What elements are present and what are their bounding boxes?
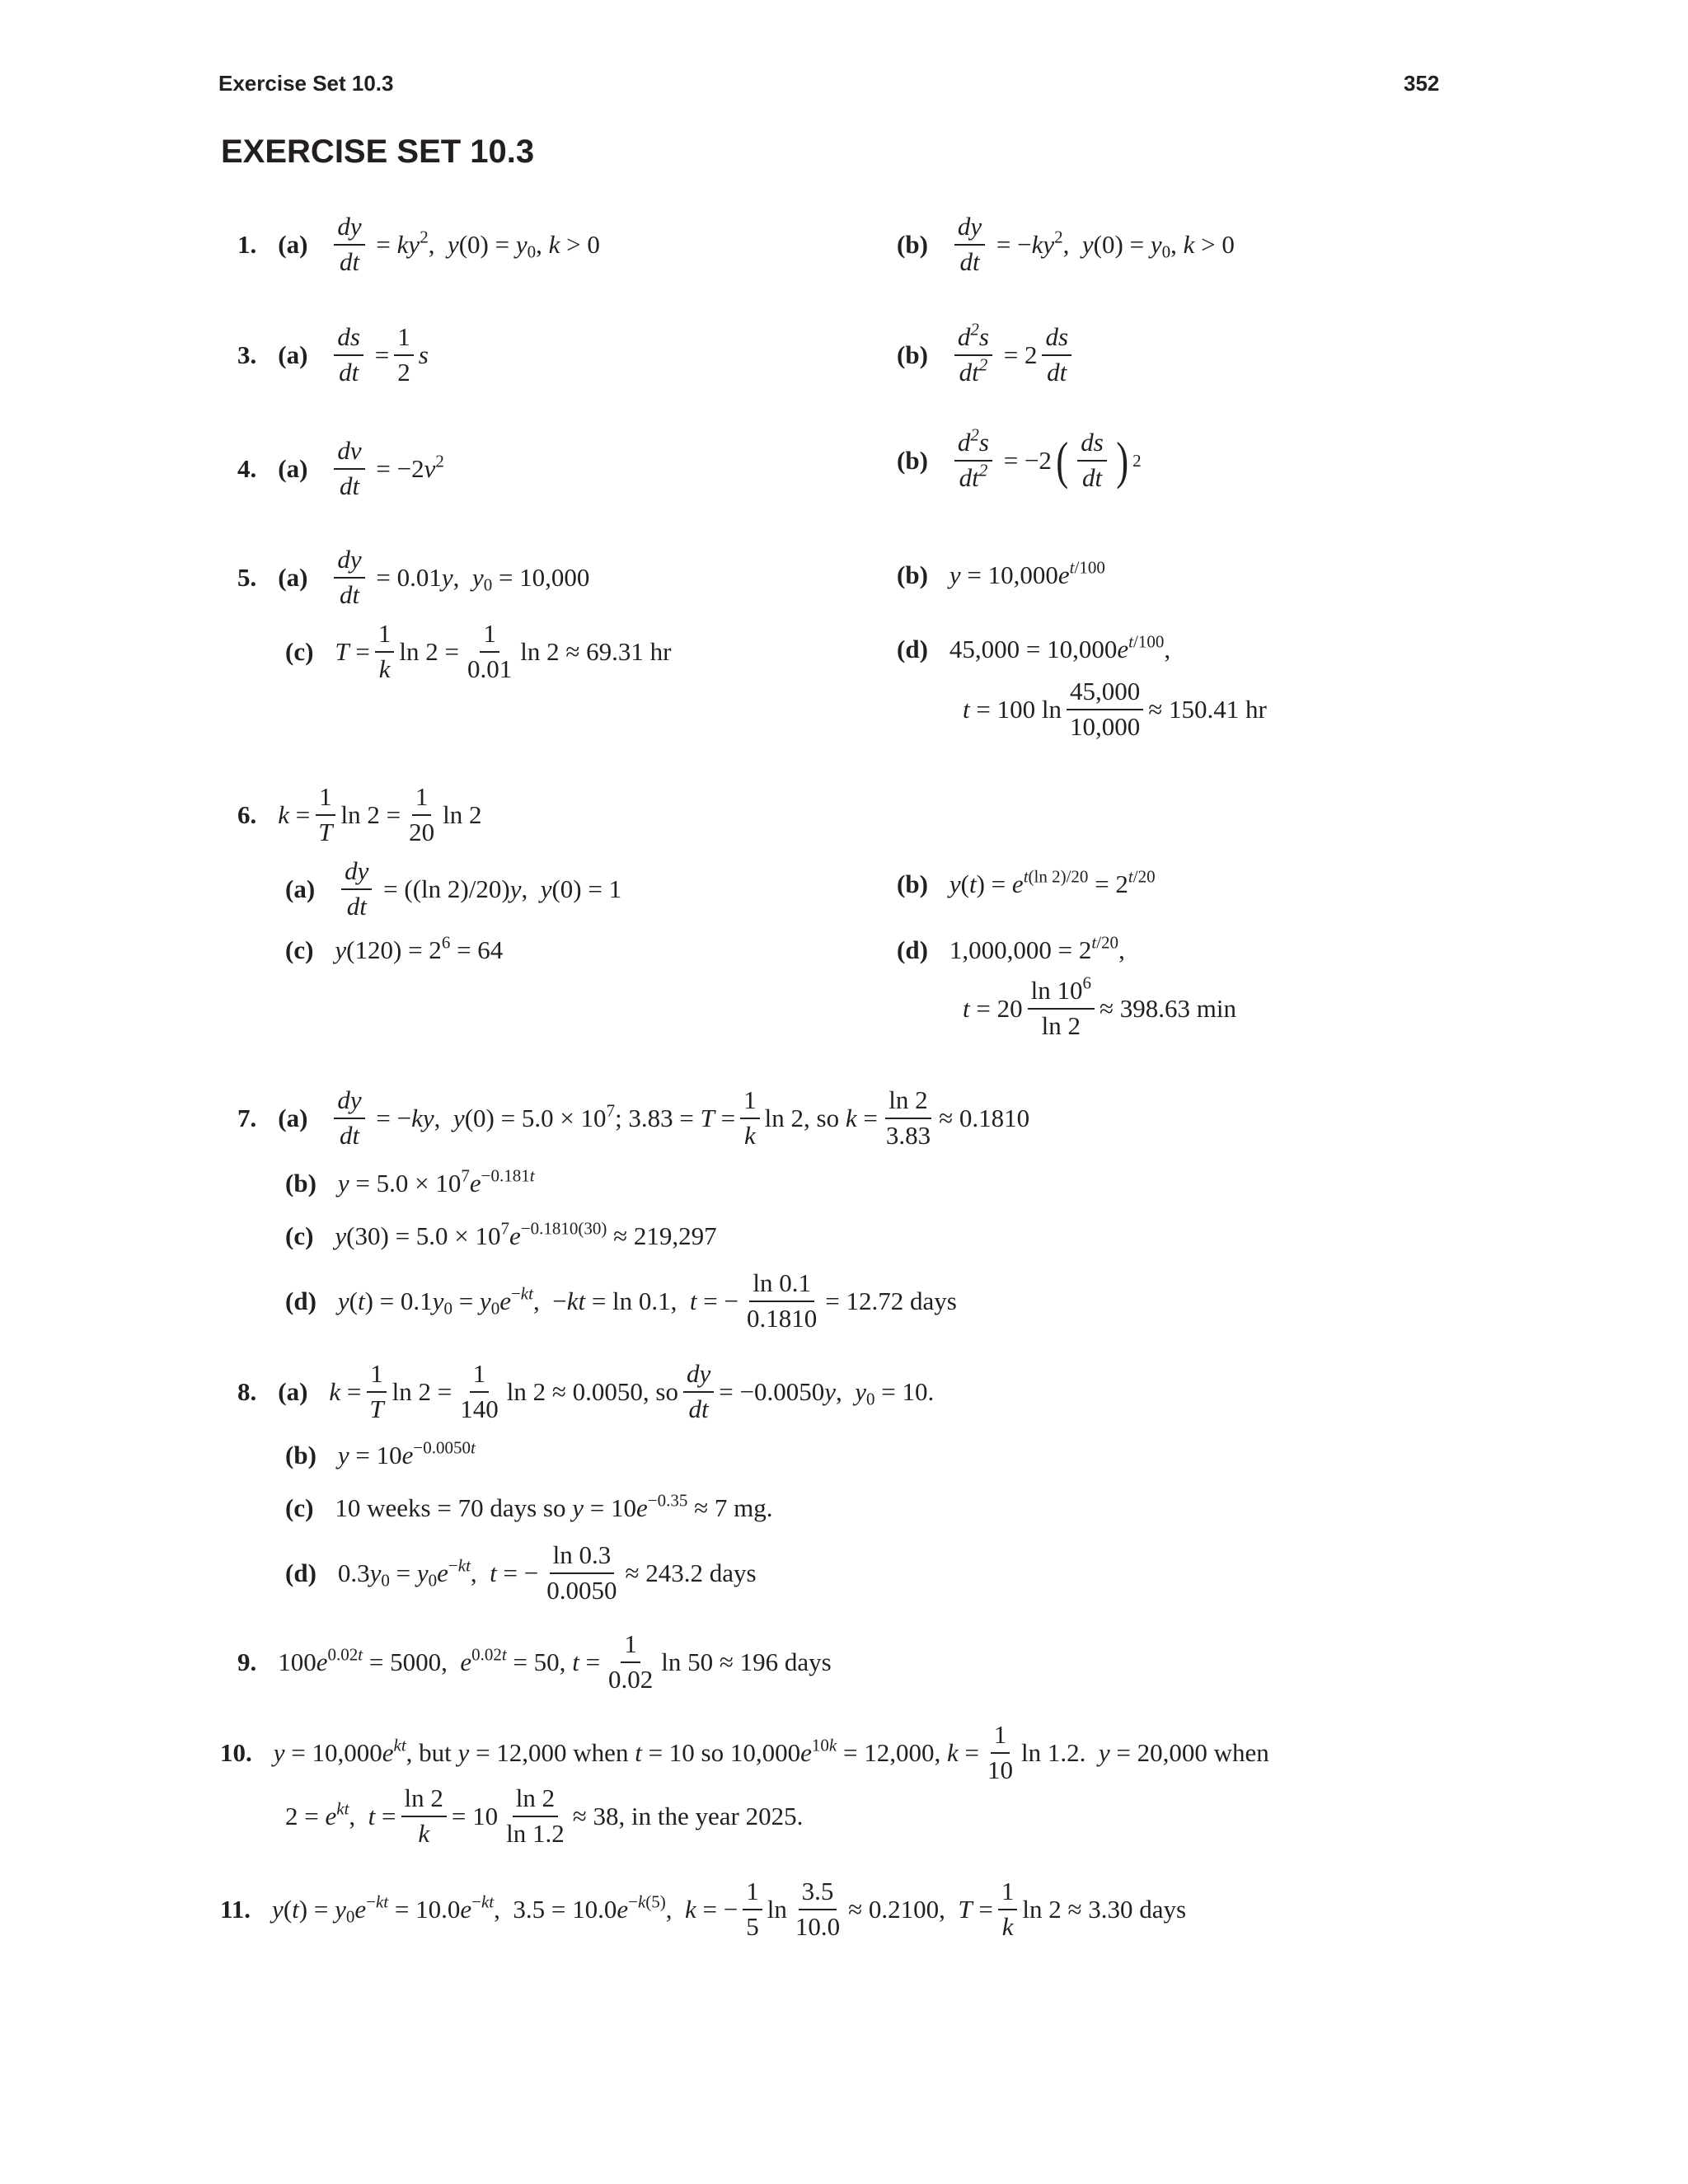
problem-6a: (a) $\frac{dy}{dt}$ = ((ln 2)/20)y, y(0) = 1 xyxy=(285,856,622,921)
problem-5d-line1: (d) $45,000 = 10,000e^{t/100}$, xyxy=(897,631,1171,663)
problem-5d-line2: t = 100 ln $\frac{45,000}{10,000}$ ≈ 150.41 hr xyxy=(963,677,1267,741)
problem-7c: (c) $y(30) = 5.0 \times 10^7e^{-0.1810(30)} \approx 219,297$ xyxy=(285,1218,717,1250)
part-label: (d) xyxy=(285,1558,316,1587)
problem-number: 3. xyxy=(237,340,257,369)
part-label: (a) xyxy=(278,453,308,483)
part-label: (a) xyxy=(278,229,308,259)
part-label: (a) xyxy=(278,562,308,592)
problem-10-line2: $2 = e^{kt}$, t = $\frac{\ln 2}{k}$ = 10 $\frac{\ln 2}{\ln 1.2}$ ≈ 38, in the year 2025. xyxy=(285,1783,804,1848)
problem-6d-line2: t = 20 $\frac{\ln 10^6}{\ln 2}$ ≈ 398.63 min xyxy=(963,972,1236,1040)
problem-7b: (b) $y = 5.0 \times 10^7e^{-0.181t}$ xyxy=(285,1165,535,1197)
problem-5a: 5. (a) $\frac{dy}{dt}$ = 0.01y, $y_0 = 10,000$ xyxy=(237,545,590,609)
part-label: (d) xyxy=(897,635,928,663)
problem-number: 4. xyxy=(237,453,257,483)
problem-4a: 4. (a) $\frac{dv}{dt}$ = $-2v^2$ xyxy=(237,436,444,500)
problem-6b: (b) $y(t) = e^{t(ln 2)/20} = 2^{t/20}$ xyxy=(897,866,1156,898)
section-title: EXERCISE SET 10.3 xyxy=(221,134,535,170)
problem-number: 5. xyxy=(237,562,257,592)
problem-number: 11. xyxy=(220,1894,251,1924)
part-label: (d) xyxy=(897,935,928,964)
problem-1a: 1. (a) $\frac{dy}{dt}$ = $ky^2$, $y(0) = y_0$, k > 0 xyxy=(237,212,600,276)
problem-number: 6. xyxy=(237,799,257,829)
part-label: (b) xyxy=(285,1169,316,1197)
problem-number: 10. xyxy=(220,1737,252,1767)
problem-number: 7. xyxy=(237,1103,257,1132)
problem-8c: (c) 10 weeks = 70 days so $y = 10e^{-0.35} \approx 7$ mg. xyxy=(285,1490,773,1522)
problem-10-line1: 10. $y = 10,000e^{kt}$, but y = 12,000 when t = 10 so $10,000e^{10k} = 12,000$, k = $\frac{1}{10}$ ln 1.2. y = 20,000 when xyxy=(220,1720,1269,1784)
problem-6d-line1: (d) $1,000,000 = 2^{t/20}$, xyxy=(897,932,1125,964)
problem-7a: 7. (a) $\frac{dy}{dt}$ = −ky, $y(0) = 5.0 \times 10^7$; 3.83 = T = $\frac{1}{k}$ ln 2, so k = $\frac{\ln 2}{3.83}$ ≈ 0.1810 xyxy=(237,1085,1030,1150)
part-label: (c) xyxy=(285,636,314,666)
part-label: (c) xyxy=(285,1493,314,1522)
problem-1b: (b) $\frac{dy}{dt}$ = $-ky^2$, $y(0) = y_0$, k > 0 xyxy=(897,212,1235,276)
problem-5b: (b) $y = 10,000e^{t/100}$ xyxy=(897,557,1105,589)
problem-8d: (d) $0.3y_0 = y_0e^{-kt}$, t = − $\frac{\ln 0.3}{0.0050}$ ≈ 243.2 days xyxy=(285,1540,757,1605)
problem-5c: (c) T = $\frac{1}{k}$ ln 2 = $\frac{1}{0.01}$ ln 2 ≈ 69.31 hr xyxy=(285,619,672,683)
problem-8a: 8. (a) k = $\frac{1}{T}$ ln 2 = $\frac{1}{140}$ ln 2 ≈ 0.0050, so $\frac{dy}{dt}$ = −0.0050y, $y_0 = 10$. xyxy=(237,1359,935,1423)
problem-number: 9. xyxy=(237,1647,257,1676)
part-label: (d) xyxy=(285,1286,316,1315)
part-label: (b) xyxy=(897,229,928,259)
part-label: (a) xyxy=(278,1376,308,1406)
part-label: (c) xyxy=(285,1221,314,1250)
problem-6c: (c) $y(120) = 2^6 = 64$ xyxy=(285,932,504,964)
problem-number: 8. xyxy=(237,1376,257,1406)
part-label: (b) xyxy=(897,340,928,369)
problem-number: 1. xyxy=(237,229,257,259)
problem-3a: 3. (a) $\frac{ds}{dt}$ = $\frac{1}{2}$ s xyxy=(237,322,429,387)
problem-6-intro: 6. k = $\frac{1}{T}$ ln 2 = $\frac{1}{20}$ ln 2 xyxy=(237,782,482,846)
problem-11: 11. $y(t) = y_0e^{-kt} = 10.0e^{-kt}$, $3.5 = 10.0e^{-k(5)}$, k = − $\frac{1}{5}$ ln $\frac{3.5}{10.0}$ ≈ 0.2100, T = $\frac{1}{k}$ ln 2 ≈ 3.30 days xyxy=(220,1877,1187,1941)
problem-7d: (d) $y(t) = 0.1y_0 = y_0e^{-kt}$, −kt = ln 0.1, t = − $\frac{\ln 0.1}{0.1810}$ = 12.72 days xyxy=(285,1268,957,1333)
running-header-title: Exercise Set 10.3 xyxy=(218,71,394,96)
page-number: 352 xyxy=(1404,71,1440,96)
part-label: (a) xyxy=(285,874,316,903)
problem-3b: (b) $\frac{d^2s}{dt^2}$ = 2 ds dt xyxy=(897,323,1076,387)
part-label: (b) xyxy=(897,560,928,589)
problem-4b: (b) $\frac{d^2s}{dt^2}$ = −2 ( ds dt ) 2 xyxy=(897,424,1142,492)
problem-9: 9. $100e^{0.02t} = 5000$, $e^{0.02t} = 50$, t = $\frac{1}{0.02}$ ln 50 ≈ 196 days xyxy=(237,1629,832,1694)
part-label: (a) xyxy=(278,1103,308,1132)
part-label: (c) xyxy=(285,935,314,964)
part-label: (b) xyxy=(285,1441,316,1469)
problem-8b: (b) $y = 10e^{-0.0050t}$ xyxy=(285,1437,476,1469)
part-label: (b) xyxy=(897,869,928,898)
part-label: (b) xyxy=(897,445,928,475)
part-label: (a) xyxy=(278,340,308,369)
